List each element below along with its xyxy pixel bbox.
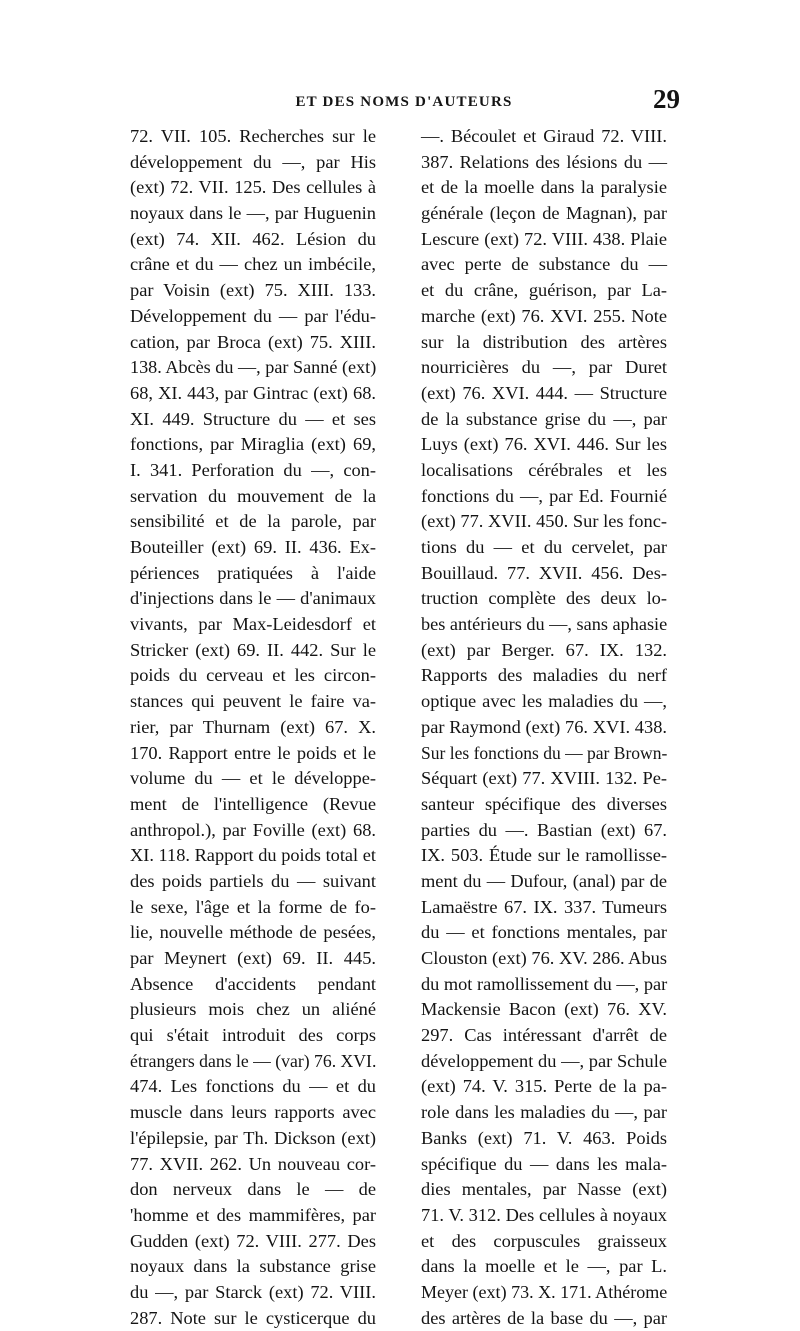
text-line: Banks (ext) 71. V. 463. Poids <box>421 1127 667 1148</box>
text-line: des poids partiels du — suivant <box>130 870 376 891</box>
text-line: fonctions, par Miraglia (ext) 69, <box>130 434 376 455</box>
text-line: Bouillaud. 77. XVII. 456. Des- <box>421 562 667 583</box>
text-line: santeur spécifique des diverses <box>421 793 667 814</box>
text-line: —. Bécoulet et Giraud 72. VIII. <box>421 126 667 146</box>
text-line: Lescure (ext) 72. VIII. 438. Plaie <box>421 228 667 249</box>
left-column <box>130 124 376 1331</box>
text-line: noyaux dans la substance grise <box>130 1256 376 1277</box>
text-line: poids du cerveau et les circon- <box>130 665 376 686</box>
text-line: tions du — et du cervelet, par <box>421 537 667 557</box>
text-line: XI. 118. Rapport du poids total et <box>130 845 377 866</box>
text-line: étrangers dans le — (var) 76. XVI. <box>130 1050 377 1071</box>
text-line: Absence d'accidents pendant <box>130 973 376 994</box>
text-line: du — et fonctions mentales, par <box>421 922 667 943</box>
text-line: I. 341. Perforation du —, con- <box>130 459 376 480</box>
text-line: sur la distribution des artères <box>421 331 667 352</box>
text-line: volume du — et le développe- <box>130 768 376 789</box>
text-line: lie, nouvelle méthode de pesées, <box>130 922 376 943</box>
text-line: d'injections dans le — d'animaux <box>130 588 376 609</box>
text-line: Meyer (ext) 73. X. 171. Athérome <box>421 1281 668 1302</box>
text-line: bes antérieurs du —, sans aphasie <box>421 614 668 635</box>
text-line: (ext) 74. XII. 462. Lésion du <box>130 228 376 249</box>
text-line: par Raymond (ext) 76. XVI. 438. <box>421 716 667 737</box>
text-line: qui s'était introduit des corps <box>130 1025 376 1046</box>
text-line: Sur les fonctions du — par Brown- <box>421 742 668 763</box>
text-line: par Voisin (ext) 75. XIII. 133. <box>130 280 376 301</box>
text-line: parties du —. Bastian (ext) 67. <box>421 819 667 840</box>
text-line: truction complète des deux lo- <box>421 588 667 609</box>
page-header <box>128 84 680 114</box>
text-line: (ext) 76. XVI. 444. — Structure <box>421 382 667 403</box>
text-line: Gudden (ext) 72. VIII. 277. Des <box>130 1230 376 1251</box>
text-line: de la substance grise du —, par <box>421 408 667 429</box>
text-line: muscle dans leurs rapports avec <box>130 1102 376 1123</box>
text-line: du —, par Starck (ext) 72. VIII. <box>130 1281 376 1302</box>
text-line: périences pratiquées à l'aide <box>130 562 376 583</box>
text-line: anthropol.), par Foville (ext) 68. <box>130 819 376 840</box>
text-line: don nerveux dans le — de <box>130 1179 376 1200</box>
text-line: (ext) 77. XVII. 450. Sur les fonc- <box>421 511 667 532</box>
text-line: cation, par Broca (ext) 75. XIII. <box>130 331 376 352</box>
text-line: 77. XVII. 262. Un nouveau cor- <box>130 1153 376 1174</box>
text-line: fonctions du —, par Ed. Fournié <box>421 485 667 506</box>
text-line: localisations cérébrales et les <box>421 459 667 480</box>
page-number: 29 <box>653 84 680 114</box>
text-line: dans la moelle et le —, par L. <box>421 1256 667 1277</box>
text-line: sensibilité et de la parole, par <box>130 511 376 532</box>
text-line: 387. Relations des lésions du — <box>421 151 667 172</box>
text-line: nourricières du —, par Duret <box>421 357 667 378</box>
text-line: spécifique du — dans les mala- <box>421 1153 667 1174</box>
text-line: 72. VII. 105. Recherches sur le <box>130 126 376 146</box>
text-line: et des corpuscules graisseux <box>421 1230 667 1251</box>
text-line: Stricker (ext) 69. II. 442. Sur le <box>130 639 376 660</box>
text-line: et du crâne, guérison, par La- <box>421 280 667 301</box>
text-line: stances qui peuvent le faire va- <box>130 691 376 712</box>
running-title: ET DES NOMS D'AUTEURS <box>295 94 513 110</box>
text-line: ment du — Dufour, (anal) par de <box>421 870 667 891</box>
text-line: (ext) par Berger. 67. IX. 132. <box>421 639 667 660</box>
text-line: des artères de la base du —, par <box>421 1307 667 1328</box>
text-line: le sexe, l'âge et la forme de fo- <box>130 896 376 917</box>
text-line: développement du —, par His <box>130 151 376 172</box>
text-line: 68, XI. 443, par Gintrac (ext) 68. <box>130 382 376 403</box>
text-line: (ext) 74. V. 315. Perte de la pa- <box>421 1076 667 1097</box>
text-line: Rapports des maladies du nerf <box>421 665 667 686</box>
text-line: Développement du — par l'édu- <box>130 305 376 326</box>
text-line: du mot ramollissement du —, par <box>421 973 668 994</box>
text-line: dies mentales, par Nasse (ext) <box>421 1179 667 1200</box>
text-line: 71. V. 312. Des cellules à noyaux <box>421 1204 667 1225</box>
text-line: (ext) 72. VII. 125. Des cellules à <box>130 177 376 198</box>
text-line: développement du —, par Schule <box>421 1050 667 1071</box>
text-line: IX. 503. Étude sur le ramollisse- <box>421 845 667 866</box>
text-line: 'homme et des mammifères, par <box>130 1204 376 1225</box>
text-line: l'épilepsie, par Th. Dickson (ext) <box>130 1127 376 1148</box>
text-line: role dans les maladies du —, par <box>421 1102 667 1123</box>
text-line: par Meynert (ext) 69. II. 445. <box>130 948 376 968</box>
text-line: crâne et du — chez un imbécile, <box>130 254 376 275</box>
text-line: et de la moelle dans la paralysie <box>421 177 667 198</box>
text-line: Mackensie Bacon (ext) 76. XV. <box>421 999 667 1020</box>
text-line: 474. Les fonctions du — et du <box>130 1076 376 1097</box>
text-line: marche (ext) 76. XVI. 255. Note <box>421 305 667 326</box>
text-line: 287. Note sur le cysticerque du <box>130 1307 376 1328</box>
text-line: avec perte de substance du — <box>421 254 667 275</box>
text-line: XI. 449. Structure du — et ses <box>130 408 376 429</box>
text-line: 297. Cas intéressant d'arrêt de <box>421 1025 667 1046</box>
text-line: noyaux dans le —, par Huguenin <box>130 203 376 224</box>
text-line: Séquart (ext) 77. XVIII. 132. Pe- <box>421 768 667 789</box>
text-line: Lamaëstre 67. IX. 337. Tumeurs <box>421 896 667 917</box>
text-line: 138. Abcès du —, par Sanné (ext) <box>130 357 377 378</box>
text-line: plusieurs mois chez un aliéné <box>130 999 376 1020</box>
text-line: servation du mouvement de la <box>130 485 376 506</box>
text-line: Bouteiller (ext) 69. II. 436. Ex- <box>130 537 376 557</box>
text-line: optique avec les maladies du —, <box>421 691 667 712</box>
text-line: générale (leçon de Magnan), par <box>421 203 667 224</box>
text-line: ment de l'intelligence (Revue <box>130 793 376 814</box>
text-line: Luys (ext) 76. XVI. 446. Sur les <box>421 434 667 455</box>
text-line: 170. Rapport entre le poids et le <box>130 742 376 763</box>
text-line: Clouston (ext) 76. XV. 286. Abus <box>421 948 667 968</box>
right-column <box>421 124 667 1331</box>
text-line: rier, par Thurnam (ext) 67. X. <box>130 716 376 737</box>
text-line: vivants, par Max-Leidesdorf et <box>130 614 376 635</box>
